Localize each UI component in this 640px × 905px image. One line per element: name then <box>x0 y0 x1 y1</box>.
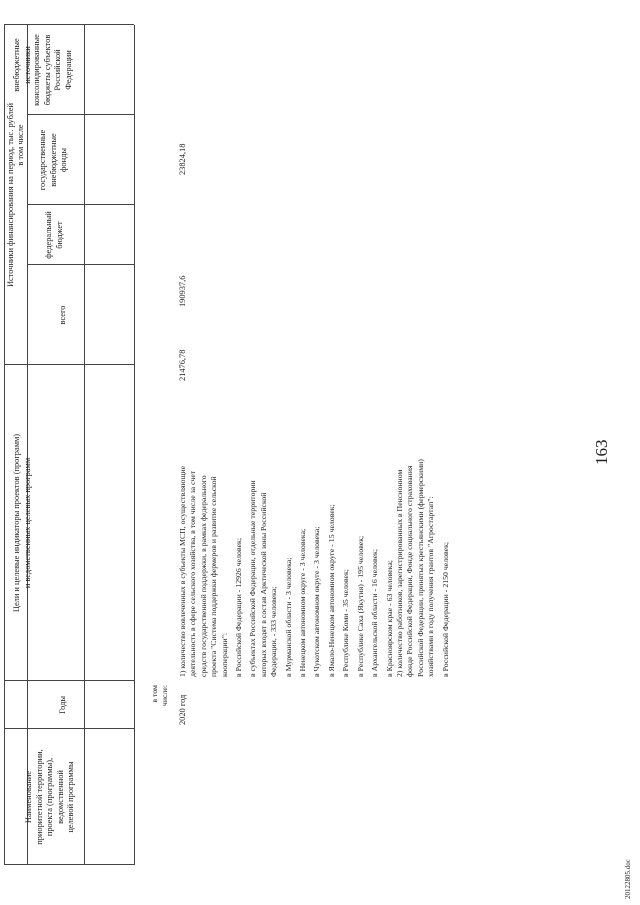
header-name-line: целевой программы <box>66 761 75 833</box>
row-federal: 190937,6 <box>178 275 187 307</box>
header-offbudget <box>12 25 33 105</box>
goal-line: фонде Российской Федерации, Фонде социального страхования <box>405 465 415 677</box>
goal-line: в Ямало-Ненецком автономном округе - 15 человек; <box>326 504 336 677</box>
goal-line: средств государственной поддержки, в рамках федерального <box>198 475 208 677</box>
header-state-funds-line: фонды <box>59 148 68 172</box>
goal-line: Федерации, - 333 человека; <box>269 586 279 677</box>
goal-line: которых входят в состав Арктической зоны Российской <box>258 492 268 677</box>
goal-line: в Российской Федерации - 2150 человек; <box>440 541 450 677</box>
header-including: в том числе <box>16 124 25 166</box>
header-name-line: проекта (программы), <box>45 757 54 837</box>
header-federal-line: бюджет <box>54 221 64 249</box>
header-goals-line: Цели и целевые индикаторы проектов (программ) <box>12 433 21 613</box>
goal-line: кооперации": <box>219 632 229 677</box>
goal-line: в Красноярском крае - 63 человека; <box>384 560 394 677</box>
header-regional-line: Федерации <box>63 50 73 90</box>
goal-line: проекта "Система поддержки фермеров и развитие сельской <box>209 476 219 677</box>
goal-line: 1) количество вовлеченных в субъекты МСП, осуществляющие <box>178 465 187 677</box>
header-name <box>24 729 77 865</box>
header-name-line: приоритетной территории, <box>34 749 44 845</box>
header-bottom-line <box>84 25 85 865</box>
header-federal-line: федеральный <box>44 211 53 259</box>
goal-line: в Архангельской области - 16 человек; <box>370 549 380 677</box>
page-number: 163 <box>592 439 611 465</box>
header-total: всего <box>58 305 67 325</box>
header-federal <box>44 205 65 265</box>
row-regional: 23824,18 <box>178 143 187 175</box>
goal-line: хозяйствами в году получения грантов "Агростартап": <box>426 496 436 677</box>
including-label <box>150 685 171 725</box>
header-regional-line: Российской <box>53 49 62 91</box>
including-label-line: числе: <box>160 685 170 707</box>
goals-text <box>178 367 451 677</box>
goal-line: в Республике Коми - 35 человек; <box>341 569 351 677</box>
file-name: 20122805.doc <box>624 859 632 899</box>
header-goals-line: и ведомственных целевых программ <box>22 457 32 589</box>
goal-line: в Мурманской области - 3 человека; <box>283 557 293 677</box>
goal-line: в Российской Федерации - 12926 человек; <box>234 538 244 677</box>
header-state-funds-line: государственные <box>38 129 47 191</box>
table-bottom-line <box>134 25 135 865</box>
goal-line: деятельность в сфере сельского хозяйства, в том числе за счет <box>188 470 198 677</box>
header-years: Годы <box>58 696 67 714</box>
header-funding-title: Источники финансирования на период, тыс. рублей <box>6 102 15 288</box>
table-top-border <box>4 25 5 865</box>
goal-line: 2) количество работников, зарегистрированных в Пенсионном <box>394 469 404 677</box>
goal-line: в субъектах Российской Федерации, отдельные территории <box>248 480 258 677</box>
header-regional <box>32 25 74 115</box>
goal-line: в Республике Саха (Якутия) - 195 человек; <box>355 535 365 677</box>
header-regional-line: бюджеты субъектов <box>42 34 52 106</box>
header-offbudget-line: источники <box>22 46 32 84</box>
header-name-line: ведомственной <box>55 770 65 824</box>
header-regional-line: консолидированные <box>32 34 41 106</box>
header-state-funds-line: внебюджетные <box>48 133 58 187</box>
goal-line: Российской Федерации, принятых крестьянскими (фермерскими) <box>415 459 425 677</box>
header-state-funds <box>38 115 70 205</box>
header-offbudget-line: внебюджетные <box>12 38 21 92</box>
goal-line: в Чукотском автономном округе - 3 человека; <box>312 526 322 677</box>
row-total: 21476,78 <box>178 349 187 381</box>
including-label-line: в том <box>150 685 159 703</box>
header-name-line: Наименование <box>24 770 33 824</box>
goal-line: в Ненецком автономном округе - 3 человека; <box>298 528 308 677</box>
header-goals <box>12 365 33 681</box>
row-year: 2020 год <box>178 694 187 725</box>
